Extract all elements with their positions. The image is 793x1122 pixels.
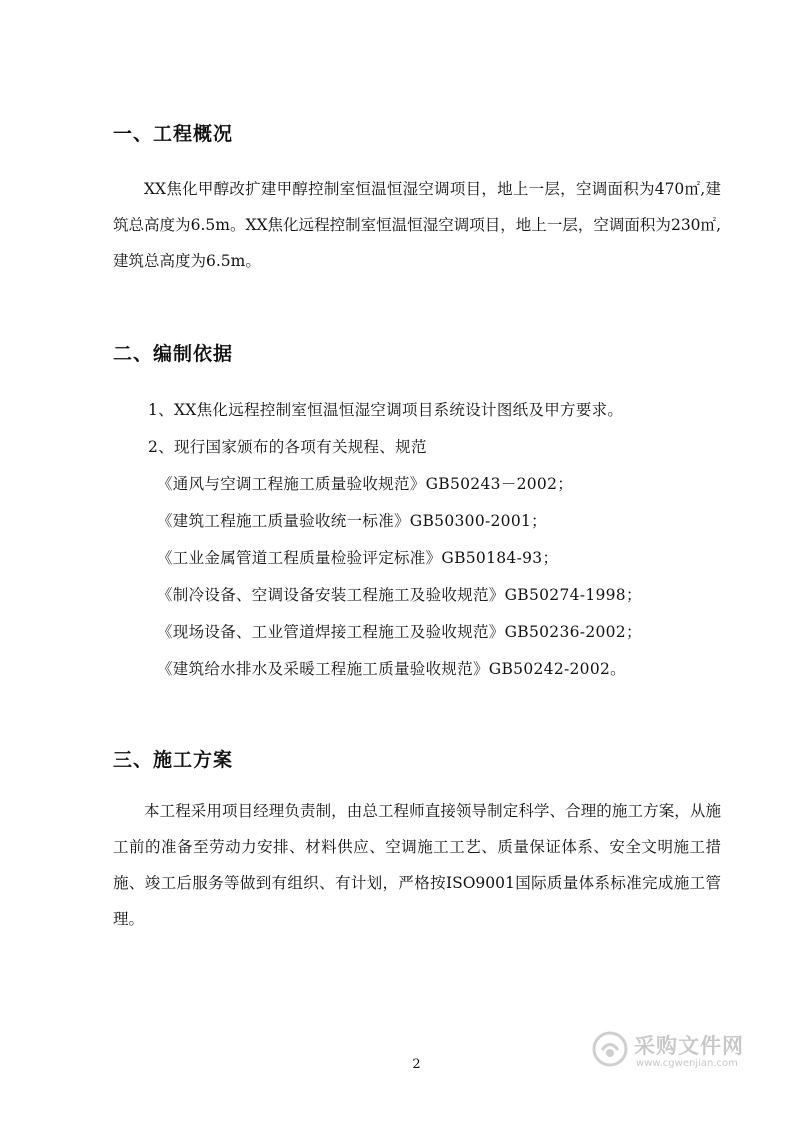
watermark-title: 采购文件网 — [634, 1034, 744, 1058]
overview-paragraph: XX焦化甲醇改扩建甲醇控制室恒温恒湿空调项目，地上一层，空调面积为470㎡,建筑总高度为6.5m。XX焦化远程控制室恒温恒湿空调项目，地上一层，空调面积为230㎡,建筑总高度为6.5m。 — [113, 180, 721, 270]
watermark — [592, 1028, 762, 1078]
standard-item: 《工业金属管道工程质量检验评定标准》GB50184-93； — [157, 549, 559, 567]
basis-item-2: 2、现行国家颁布的各项有关规程、规范 — [148, 438, 427, 456]
standard-item: 《现场设备、工业管道焊接工程施工及验收规范》GB50236-2002； — [157, 623, 642, 641]
standard-item: 《建筑工程施工质量验收统一标准》GB50300-2001； — [157, 512, 547, 530]
basis-item-1: 1、XX焦化远程控制室恒温恒湿空调项目系统设计图纸及甲方要求。 — [148, 401, 624, 419]
plan-paragraph: 本工程采用项目经理负责制，由总工程师直接领导制定科学、合理的施工方案，从施工前的准备至劳动力安排、材料供应、空调施工工艺、质量保证体系、安全文明施工措施、竣工后服务等做到有组织、有计划，严格按ISO9001国际质量体系标准完成施工管理。 — [113, 802, 721, 928]
section-heading-basis: 二、编制依据 — [113, 343, 234, 365]
page-number: 2 — [412, 1057, 421, 1072]
section-heading-plan: 三、施工方案 — [113, 749, 234, 771]
standard-item: 《通风与空调工程施工质量验收规范》GB50243－2002； — [157, 475, 574, 493]
section-heading-overview: 一、工程概况 — [113, 123, 234, 145]
watermark-logo-icon — [592, 1031, 628, 1067]
standard-item: 《制冷设备、空调设备安装工程施工及验收规范》GB50274-1998； — [157, 586, 642, 604]
standard-item: 《建筑给水排水及采暖工程施工质量验收规范》GB50242-2002。 — [157, 660, 626, 678]
watermark-url: www.cgwenjian.com — [636, 1058, 738, 1069]
